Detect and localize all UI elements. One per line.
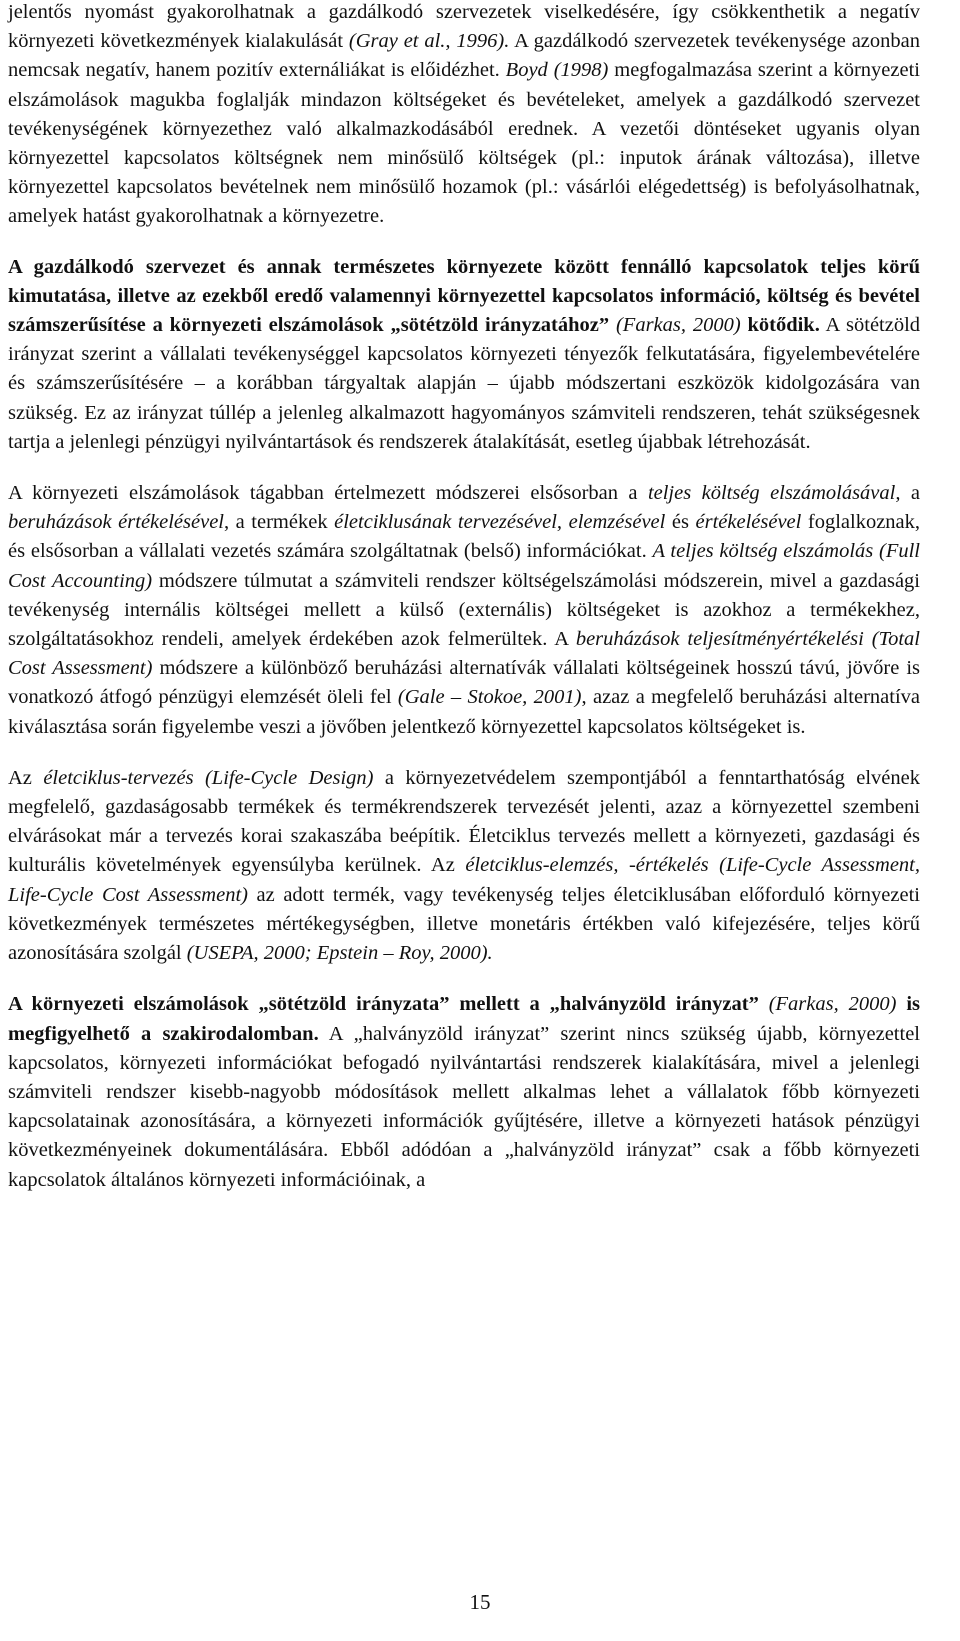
paragraph-2 — [8, 253, 920, 457]
text-run: módszere túlmutat a számviteli rendszer költségelszámolási módszerein, mivel a gazdasági tevékenység internális költségei mellett a külső (externális) költségeket is azokhoz a termékekhez, szolgáltatásokhoz rendeli, amelyek érdekében azok felmerültek. A — [8, 569, 920, 651]
text-run: A környezeti elszámolások tágabban értelmezett módszerei elsősorban a — [8, 482, 648, 505]
italic-run: életciklus-elemzés, -értékelés (Life-Cycle Assessment, Life-Cycle Cost Assessment) — [8, 854, 920, 906]
italic-run: (Gale – Stokoe, 2001) — [397, 686, 582, 709]
text-run: a — [900, 482, 920, 505]
italic-run: Boyd (1998) — [505, 59, 609, 82]
text-run: A „halványzöld irányzat” szerint nincs szükség újabb, környezettel kapcsolatos, környezeti információkat befogadó nyilvántartási rendszerek kialakítására, mivel a jelenlegi számviteli rendszer kisebb-nagyobb módosítások mellett alkalmas lehet a vállalatok főbb környezeti kapcsolatainak azonosítására, a környezeti információk gyűjtésére, illetve a környezeti hatások pénzügyi következményeinek dokumentálására. Ebből adódóan a „halványzöld irányzat” csak a főbb környezeti kapcsolatok általános környezeti információinak, a — [8, 1022, 920, 1191]
italic-run: értékelésével — [695, 511, 802, 534]
italic-run: A teljes költség elszámolás (Full Cost Accounting) — [8, 540, 920, 592]
document-page — [8, 0, 920, 1195]
paragraph-3 — [8, 479, 920, 742]
paragraph-5 — [8, 990, 920, 1194]
paragraph-4 — [8, 764, 920, 968]
italic-run: életciklus-tervezés (Life-Cycle Design) — [43, 766, 374, 789]
bold-run: is megfigyelhető a szakirodalomban. — [8, 993, 920, 1045]
italic-run: beruházások értékelésével — [8, 511, 225, 534]
text-run: , azaz a megfelelő beruházási alternatíva kiválasztása során figyelembe veszi a jövőben jelentkező környezettel kapcsolatos költségeket is. — [8, 686, 920, 738]
italic-run: teljes költség elszámolásával, — [647, 482, 901, 505]
text-run — [609, 314, 616, 336]
bold-run: kötődik. — [747, 314, 820, 337]
italic-run: (Farkas, 2000) — [768, 993, 897, 1016]
text-run — [896, 993, 906, 1015]
text-run: A gazdálkodó szervezetek tevékenysége azonban nemcsak negatív, hanem pozitív externáliákat is előidézhet. — [8, 30, 921, 82]
text-run: foglalkoznak, és elsősorban a vállalati vezetés számára szolgáltatnak (belső) információkat. — [8, 511, 921, 563]
text-run: Az — [8, 766, 44, 789]
text-run: A sötétzöld irányzat szerint a vállalati tevékenységgel kapcsolatos környezeti tényezők felkutatására, figyelembevételére és számszerűsítésére – a korábban tárgyaltak alapján – újabb módszertani eszközök kidolgozására van szükség. Ez az irányzat túllép a jelenleg alkalmazott hagyományos számviteli rendszeren, tehát szükségesnek tartja a jelenlegi pénzügyi nyilvántartások és rendszerek átalakítását, esetleg újabbak létrehozását. — [8, 314, 921, 453]
text-run — [759, 993, 769, 1015]
italic-run: (Gray et al., 1996). — [348, 30, 510, 53]
text-run: a környezetvédelem szempontjából a fenntarthatóság elvének megfelelő, gazdaságosabb termékek és termékrendszerek tervezését jelenti, azaz a környezettel szembeni elvárásokat már a tervezés korai szakaszába beépítik. Életciklus tervezés mellett a környezeti, gazdasági és kulturális követelmények egyensúlyba kerülnek. Az — [8, 766, 920, 877]
text-run: módszere a különböző beruházási alternatívák vállalati költségeinek hosszú távú, jövőre is vonatkozó átfogó pénzügyi elemzését öleli fel — [8, 657, 921, 709]
text-run: , a termékek — [224, 511, 335, 534]
bold-run: A gazdálkodó szervezet és annak természetes környezete között fennálló kapcsolatok teljes körű kimutatása, illetve az ezekből eredő valamennyi környezettel kapcsolatos információ, költség és bevétel számszerűsítése a környezeti elszámolások „sötétzöld irányzatához” — [8, 255, 920, 337]
italic-run: beruházások teljesítményértékelési (Total Cost Assessment) — [8, 628, 921, 680]
paragraph-1 — [8, 0, 920, 232]
page-number: 15 — [469, 1590, 491, 1614]
bold-run: A környezeti elszámolások „sötétzöld irányzata” mellett a „halványzöld irányzat” — [8, 993, 759, 1016]
italic-run: életciklusának tervezésével, elemzésével — [334, 511, 666, 534]
italic-run: (USEPA, 2000; Epstein – Roy, 2000). — [186, 942, 493, 965]
text-run: jelentős nyomást gyakorolhatnak a gazdálkodó szervezetek viselkedésére, így csökkenthetik a negatív környezeti következmények kialakulását — [8, 1, 920, 53]
italic-run: (Farkas, 2000) — [615, 314, 741, 337]
text-run: és — [665, 511, 696, 534]
text-run: az adott termék, vagy tevékenység teljes életciklusában előforduló környezeti következmények természetes mértékegységben, illetve monetáris értékben való kifejezésére, teljes körű azonosítására szolgál — [8, 883, 920, 965]
text-run: megfogalmazása szerint a környezeti elszámolások magukba foglalják mindazon költségeket és bevételeket, amelyek a gazdálkodó szervezet tevékenységének környezethez való alkalmazkodásából erednek. A vezetői döntéseket ugyanis olyan környezettel kapcsolatos költségnek nem minősülő költségek (pl.: inputok árának változása), illetve környezettel kapcsolatos bevételnek nem minősülő hozamok (pl.: vásárlói elégedettség) is befolyásolhatnak, amelyek hatást gyakorolhatnak a környezetre. — [8, 59, 920, 228]
